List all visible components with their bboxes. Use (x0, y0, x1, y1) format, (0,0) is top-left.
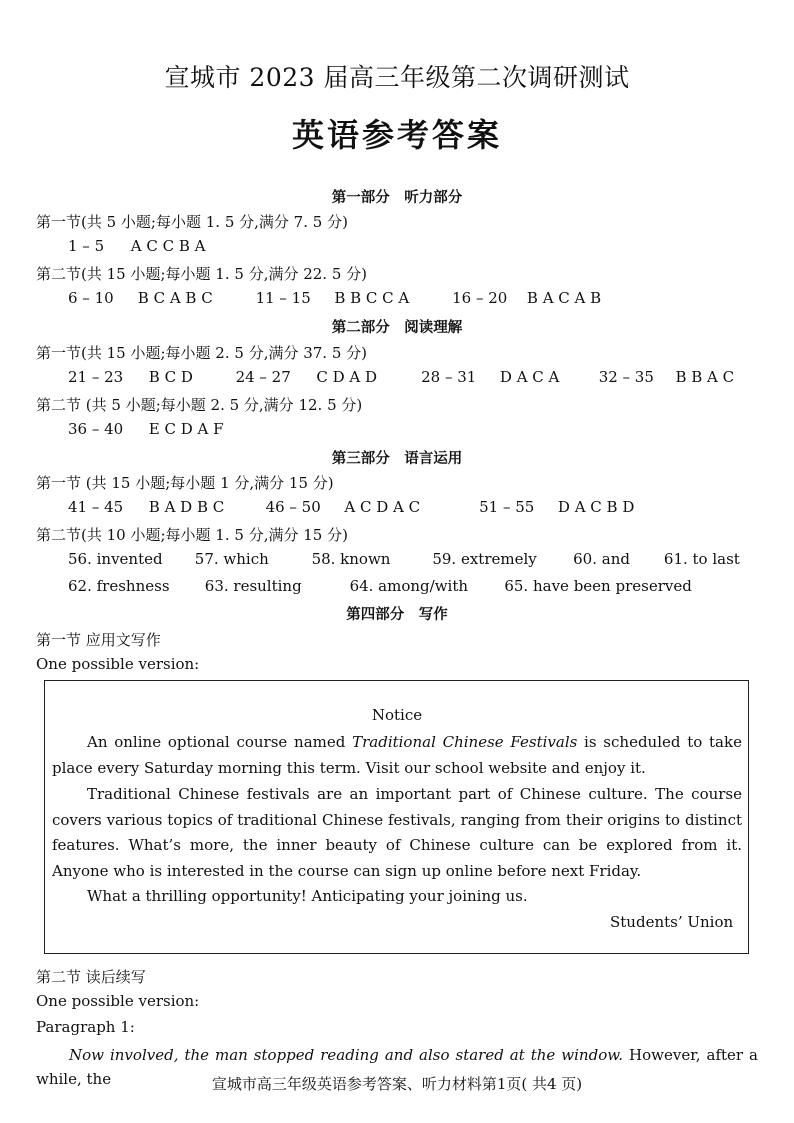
answer-range: 51 – 55 (479, 498, 535, 516)
answer-range: 41 – 45 (68, 498, 124, 516)
answer-keys: C D A D (316, 368, 378, 386)
answer-row (68, 550, 740, 568)
notice-title: Notice (371, 706, 423, 724)
answer-range: 36 – 40 (68, 420, 124, 438)
paragraph-label: Paragraph 1: (36, 1018, 135, 1036)
page-subtitle: 英语参考答案 (291, 116, 502, 154)
answer-range: 21 – 23 (68, 368, 124, 386)
answer-range: 16 – 20 (452, 289, 508, 307)
answer-keys: B A D B C (148, 498, 225, 516)
version-label: One possible version: (36, 655, 200, 673)
paragraph-italic-text: Now involved, the man stopped reading and also stared at the window. (69, 1046, 624, 1064)
notice-paragraph-1 (52, 730, 742, 781)
answer-keys: A C C B A (130, 237, 206, 255)
part3-sec2-title: 第二节(共 10 小题;每小题 1. 5 分,满分 15 分) (36, 526, 348, 544)
answer-item: 58. known (311, 550, 391, 568)
answer-range: 6 – 10 (68, 289, 114, 307)
answer-keys: B B C C A (334, 289, 410, 307)
answer-row (68, 289, 601, 307)
answer-keys: B C A B C (137, 289, 213, 307)
answer-item: 57. which (194, 550, 269, 568)
answer-item: 64. among/with (349, 577, 469, 595)
answer-keys: B A C A B (526, 289, 602, 307)
answer-item: 65. have been preserved (504, 577, 692, 595)
part4-sec1-title: 第一节 应用文写作 (36, 631, 161, 649)
answer-range: 32 – 35 (598, 368, 654, 386)
notice-p1-start: An online optional course named (87, 733, 353, 751)
part2-sec1-title: 第一节(共 15 小题;每小题 2. 5 分,满分 37. 5 分) (36, 344, 368, 362)
part1-sec2-title: 第二节(共 15 小题;每小题 1. 5 分,满分 22. 5 分) (36, 265, 368, 283)
notice-course-name: Traditional Chinese Festivals (352, 733, 578, 751)
part2-sec2-title: 第二节 (共 5 小题;每小题 2. 5 分,满分 12. 5 分) (36, 396, 363, 414)
part4-heading: 第四部分 写作 (346, 607, 448, 623)
answer-row (68, 237, 206, 255)
part2-heading: 第二部分 阅读理解 (331, 320, 463, 336)
version-label: One possible version: (36, 992, 200, 1010)
answer-range: 11 – 15 (255, 289, 311, 307)
answer-keys: D A C B D (557, 498, 635, 516)
answer-item: 56. invented (68, 550, 163, 568)
answer-item: 60. and (573, 550, 630, 568)
part3-heading: 第三部分 语言运用 (331, 451, 463, 467)
answer-row (68, 420, 224, 438)
answer-keys: D A C A (499, 368, 560, 386)
answer-row (68, 368, 734, 386)
part1-heading: 第一部分 听力部分 (331, 190, 463, 206)
answer-row (68, 577, 692, 595)
answer-item: 61. to last (663, 550, 740, 568)
paragraph-text: However, after a while, the (36, 1046, 758, 1088)
notice-paragraph-3: What a thrilling opportunity! Anticipating your joining us. (87, 887, 528, 905)
part4-sec2-title: 第二节 读后续写 (36, 968, 146, 986)
answer-item: 59. extremely (432, 550, 537, 568)
part1-sec1-title: 第一节(共 5 小题;每小题 1. 5 分,满分 7. 5 分) (36, 213, 348, 231)
answer-row (68, 498, 634, 516)
notice-p1-end: is scheduled to take place every Saturday morning this term. Visit our school website and enjoy it. (52, 733, 742, 777)
notice-signature: Students’ Union (610, 913, 734, 931)
answer-item: 63. resulting (204, 577, 302, 595)
notice-paragraph-2: Traditional Chinese festivals are an important part of Chinese culture. The course covers various topics of traditional Chinese festivals, ranging from their origins to distinct features. What’s more, the inner beauty of Chinese culture can be explored from it. Anyone who is interested in the course can sign up online before next Friday. (52, 785, 742, 880)
answer-range: 28 – 31 (421, 368, 477, 386)
answer-keys: E C D A F (148, 420, 224, 438)
page-footer: 宣城市高三年级英语参考答案、听力材料第1页( 共4 页) (211, 1075, 583, 1093)
answer-item: 62. freshness (68, 577, 170, 595)
answer-range: 1 – 5 (68, 237, 105, 255)
answer-keys: B C D (148, 368, 193, 386)
answer-keys: B B A C (675, 368, 735, 386)
part3-sec1-title: 第一节 (共 15 小题;每小题 1 分,满分 15 分) (36, 474, 334, 492)
page-title: 宣城市 2023 届高三年级第二次调研测试 (164, 63, 630, 92)
answer-range: 24 – 27 (235, 368, 291, 386)
answer-range: 46 – 50 (265, 498, 321, 516)
answer-keys: A C D A C (344, 498, 421, 516)
